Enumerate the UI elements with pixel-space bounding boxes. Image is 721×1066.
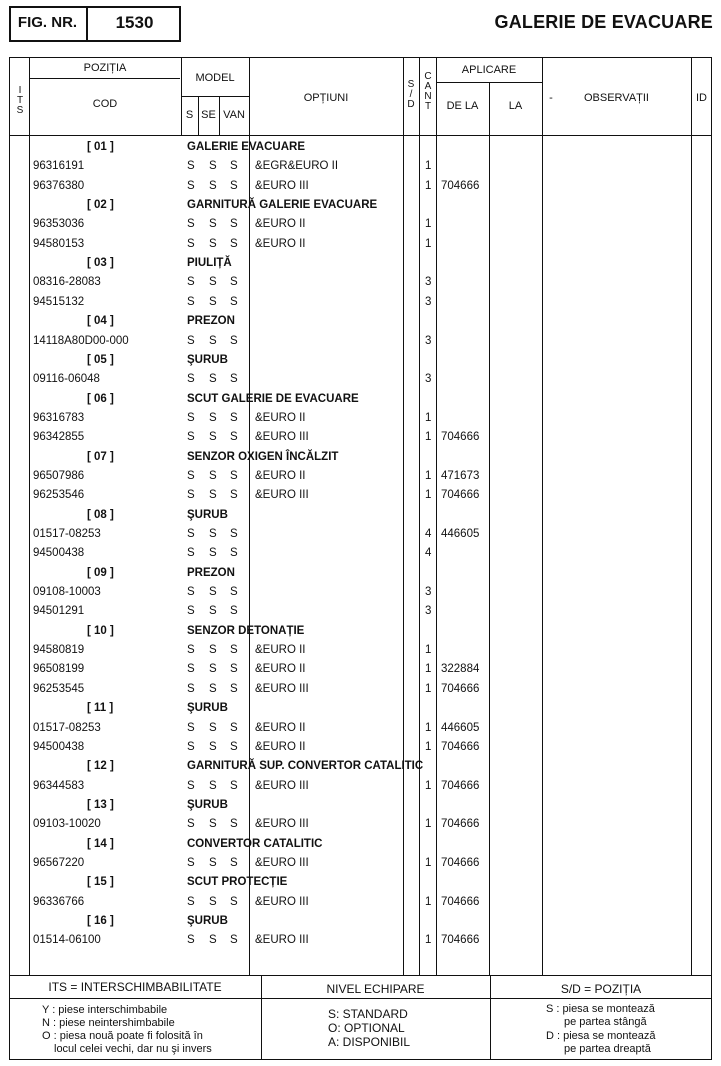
position-number: [ 06 ] — [87, 392, 114, 405]
quantity-cell: 1 — [425, 431, 432, 444]
quantity-cell: 1 — [425, 721, 432, 734]
part-row — [0, 719, 721, 738]
part-code: 96342855 — [33, 431, 85, 444]
part-code: 08316-28083 — [33, 276, 101, 289]
position-number: [ 10 ] — [87, 624, 114, 637]
model-van-cell: S — [230, 895, 238, 908]
position-row — [0, 312, 721, 331]
position-number: [ 01 ] — [87, 141, 114, 153]
options-cell: &EURO II — [255, 237, 306, 250]
model-s-cell: S — [187, 334, 195, 347]
part-row — [0, 332, 721, 351]
model-s-cell: S — [187, 682, 195, 695]
model-van-cell: S — [230, 644, 238, 657]
applies-from-cell: 446605 — [441, 721, 480, 734]
applies-from-cell: 322884 — [441, 663, 480, 676]
part-code: 96316191 — [33, 160, 85, 173]
quantity-cell: 1 — [425, 489, 432, 502]
part-code: 96353036 — [33, 218, 85, 231]
applies-from-cell: 704666 — [441, 779, 480, 792]
model-se-cell: S — [209, 237, 217, 250]
quantity-cell: 3 — [425, 586, 432, 599]
model-se-cell: S — [209, 160, 217, 173]
position-row — [0, 448, 721, 467]
model-s-cell: S — [187, 934, 195, 947]
quantity-cell: 1 — [425, 469, 432, 482]
part-row — [0, 467, 721, 486]
model-se-cell: S — [209, 740, 217, 753]
part-code: 09108-10003 — [33, 586, 101, 599]
quantity-cell: 1 — [425, 644, 432, 657]
part-code: 96316783 — [33, 411, 85, 424]
position-row — [0, 254, 721, 273]
applies-from-cell: 704666 — [441, 682, 480, 695]
quantity-cell: 1 — [425, 663, 432, 676]
part-code: 96253546 — [33, 489, 85, 502]
part-code: 96336766 — [33, 895, 85, 908]
part-row — [0, 680, 721, 699]
header-model: MODEL — [195, 72, 235, 84]
part-code: 96508199 — [33, 663, 85, 676]
quantity-cell: 1 — [425, 160, 432, 173]
header-model-s: S — [185, 109, 194, 121]
options-cell: &EURO II — [255, 218, 306, 231]
part-row — [0, 293, 721, 312]
header-dash: - — [549, 92, 553, 104]
model-van-cell: S — [230, 237, 238, 250]
position-row — [0, 351, 721, 370]
part-row — [0, 273, 721, 292]
options-cell: &EURO II — [255, 721, 306, 734]
position-row — [0, 138, 721, 157]
legend-sd-s-cont: pe partea stângă — [564, 1016, 647, 1028]
quantity-cell: 1 — [425, 895, 432, 908]
position-description: ŞURUB — [187, 353, 228, 366]
position-description: GARNITURĂ GALERIE EVACUARE — [187, 199, 378, 212]
part-row — [0, 815, 721, 834]
model-s-cell: S — [187, 721, 195, 734]
part-code: 94515132 — [33, 295, 85, 308]
applies-from-cell: 704666 — [441, 431, 480, 444]
position-description: ŞURUB — [187, 508, 228, 521]
model-s-cell: S — [187, 373, 195, 386]
position-row — [0, 835, 721, 854]
model-van-cell: S — [230, 528, 238, 540]
position-row — [0, 622, 721, 641]
model-s-cell: S — [187, 663, 195, 676]
quantity-cell: 3 — [425, 276, 432, 289]
position-row — [0, 564, 721, 583]
position-row — [0, 796, 721, 815]
applies-from-cell: 471673 — [441, 469, 480, 482]
position-number: [ 16 ] — [87, 915, 114, 927]
part-row — [0, 409, 721, 428]
model-se-cell: S — [209, 856, 217, 869]
quantity-cell: 3 — [425, 605, 432, 618]
model-se-cell: S — [209, 644, 217, 657]
part-row — [0, 215, 721, 234]
position-description: PREZON — [187, 566, 235, 579]
model-s-cell: S — [187, 586, 195, 599]
header-pozitia: POZIȚIA — [83, 62, 127, 74]
part-row — [0, 544, 721, 563]
part-row — [0, 235, 721, 254]
legend-sd-s: S : piesa se montează — [546, 1003, 655, 1015]
position-description: SENZOR DETONAȚIE — [187, 624, 305, 637]
position-description: SENZOR OXIGEN ÎNCĂLZIT — [187, 450, 339, 463]
model-s-cell: S — [187, 895, 195, 908]
part-row — [0, 738, 721, 757]
model-van-cell: S — [230, 334, 238, 347]
model-se-cell: S — [209, 682, 217, 695]
part-row — [0, 370, 721, 389]
model-s-cell: S — [187, 160, 195, 173]
model-se-cell: S — [209, 179, 217, 192]
model-s-cell: S — [187, 528, 195, 540]
legend-its-o-cont: locul celei vechi, dar nu şi invers — [54, 1043, 212, 1055]
header-model-se: SE — [201, 109, 216, 121]
header-aplicare: APLICARE — [461, 64, 517, 76]
part-code: 96253545 — [33, 682, 85, 695]
model-se-cell: S — [209, 334, 217, 347]
part-row — [0, 854, 721, 873]
part-code: 94501291 — [33, 605, 85, 618]
part-code: 09116-06048 — [33, 373, 100, 386]
model-van-cell: S — [230, 431, 238, 444]
header-de-la: DE LA — [446, 100, 479, 112]
header-its: I T S — [16, 85, 24, 116]
header-model-van: VAN — [223, 109, 245, 121]
model-s-cell: S — [187, 605, 195, 618]
quantity-cell: 1 — [425, 411, 432, 424]
quantity-cell: 3 — [425, 295, 432, 308]
model-s-cell: S — [187, 411, 195, 424]
applies-from-cell: 704666 — [441, 179, 480, 192]
figure-label: FIG. NR. — [9, 6, 88, 42]
options-cell: &EGR&EURO II — [255, 160, 339, 173]
part-row — [0, 428, 721, 447]
options-cell: &EURO III — [255, 682, 309, 695]
quantity-cell: 1 — [425, 682, 432, 695]
position-row — [0, 912, 721, 931]
position-number: [ 13 ] — [87, 798, 114, 811]
legend-nivel-o: O: OPTIONAL — [328, 1021, 405, 1035]
options-cell: &EURO II — [255, 411, 306, 424]
quantity-cell: 3 — [425, 373, 432, 386]
model-se-cell: S — [209, 469, 217, 482]
model-s-cell: S — [187, 237, 195, 250]
model-se-cell: S — [209, 295, 217, 308]
model-s-cell: S — [187, 489, 195, 502]
legend-its-o: O : piesa nouă poate fi folosită în — [42, 1030, 203, 1042]
part-row — [0, 583, 721, 602]
header-observatii: OBSERVAȚII — [583, 92, 649, 104]
position-row — [0, 506, 721, 525]
model-se-cell: S — [209, 818, 217, 831]
header-id: ID — [696, 92, 707, 104]
model-se-cell: S — [209, 779, 217, 792]
options-cell: &EURO III — [255, 179, 309, 192]
part-code: 09103-10020 — [33, 818, 101, 831]
position-number: [ 11 ] — [87, 702, 114, 715]
part-code: 94580819 — [33, 644, 85, 657]
position-number: [ 15 ] — [87, 876, 114, 889]
model-s-cell: S — [187, 276, 195, 289]
quantity-cell: 1 — [425, 779, 432, 792]
part-row — [0, 525, 721, 544]
part-code: 01514-06100 — [33, 934, 101, 947]
model-se-cell: S — [209, 605, 217, 618]
model-se-cell: S — [209, 528, 217, 540]
position-number: [ 12 ] — [87, 760, 114, 773]
model-s-cell: S — [187, 818, 195, 831]
model-s-cell: S — [187, 644, 195, 657]
position-description: SCUT PROTECȚIE — [187, 876, 288, 889]
model-se-cell: S — [209, 373, 217, 386]
legend-sd-d-cont: pe partea dreaptă — [564, 1043, 651, 1055]
part-row — [0, 486, 721, 505]
position-number: [ 07 ] — [87, 450, 114, 463]
model-s-cell: S — [187, 779, 195, 792]
options-cell: &EURO II — [255, 740, 306, 753]
model-van-cell: S — [230, 934, 238, 947]
options-cell: &EURO III — [255, 489, 309, 502]
model-van-cell: S — [230, 179, 238, 192]
model-s-cell: S — [187, 469, 195, 482]
quantity-cell: 4 — [425, 547, 432, 560]
position-description: GARNITURĂ SUP. CONVERTOR CATALITIC — [187, 760, 424, 773]
model-se-cell: S — [209, 276, 217, 289]
position-row — [0, 873, 721, 892]
model-se-cell: S — [209, 586, 217, 599]
part-code: 94580153 — [33, 237, 85, 250]
options-cell: &EURO III — [255, 934, 309, 947]
part-row — [0, 177, 721, 196]
quantity-cell: 1 — [425, 818, 432, 831]
part-code: 14118A80D00-000 — [33, 334, 129, 347]
model-van-cell: S — [230, 740, 238, 753]
position-number: [ 08 ] — [87, 508, 114, 521]
model-van-cell: S — [230, 295, 238, 308]
quantity-cell: 1 — [425, 179, 432, 192]
model-se-cell: S — [209, 411, 217, 424]
part-row — [0, 157, 721, 176]
applies-from-cell: 446605 — [441, 528, 480, 540]
options-cell: &EURO III — [255, 779, 309, 792]
position-description: PREZON — [187, 315, 235, 328]
model-van-cell: S — [230, 818, 238, 831]
model-van-cell: S — [230, 856, 238, 869]
part-code: 96344583 — [33, 779, 85, 792]
part-row — [0, 931, 721, 950]
quantity-cell: 1 — [425, 218, 432, 231]
position-number: [ 03 ] — [87, 257, 114, 270]
model-se-cell: S — [209, 489, 217, 502]
legend-its-n: N : piese neintershimbabile — [42, 1017, 175, 1029]
quantity-cell: 4 — [425, 528, 432, 540]
figure-number: 1530 — [115, 13, 154, 32]
model-van-cell: S — [230, 682, 238, 695]
options-cell: &EURO II — [255, 469, 306, 482]
header-la: LA — [508, 100, 523, 112]
quantity-cell: 1 — [425, 740, 432, 753]
options-cell: &EURO III — [255, 895, 309, 908]
model-van-cell: S — [230, 218, 238, 231]
quantity-cell: 1 — [425, 934, 432, 947]
part-code: 01517-08253 — [33, 721, 101, 734]
model-se-cell: S — [209, 431, 217, 444]
applies-from-cell: 704666 — [441, 895, 480, 908]
options-cell: &EURO II — [255, 663, 306, 676]
model-s-cell: S — [187, 218, 195, 231]
part-code: 94500438 — [33, 547, 85, 560]
position-description: ŞURUB — [187, 798, 228, 811]
position-row — [0, 390, 721, 409]
options-cell: &EURO II — [255, 644, 306, 657]
quantity-cell: 3 — [425, 334, 432, 347]
model-se-cell: S — [209, 934, 217, 947]
header-sd: S / D — [407, 79, 415, 110]
part-row — [0, 660, 721, 679]
part-code: 01517-08253 — [33, 528, 101, 540]
model-van-cell: S — [230, 663, 238, 676]
position-row — [0, 757, 721, 776]
part-code: 96507986 — [33, 469, 85, 482]
applies-from-cell: 704666 — [441, 934, 480, 947]
position-row — [0, 196, 721, 215]
model-van-cell: S — [230, 469, 238, 482]
part-row — [0, 641, 721, 660]
header-optiuni: OPȚIUNI — [303, 92, 349, 104]
model-van-cell: S — [230, 547, 238, 560]
position-number: [ 02 ] — [87, 199, 114, 212]
model-s-cell: S — [187, 295, 195, 308]
model-se-cell: S — [209, 663, 217, 676]
part-code: 96376380 — [33, 179, 85, 192]
position-description: PIULIȚĂ — [187, 257, 232, 270]
position-description: SCUT GALERIE DE EVACUARE — [187, 392, 359, 405]
position-number: [ 05 ] — [87, 353, 114, 366]
applies-from-cell: 704666 — [441, 818, 480, 831]
model-van-cell: S — [230, 489, 238, 502]
model-van-cell: S — [230, 373, 238, 386]
model-s-cell: S — [187, 547, 195, 560]
model-van-cell: S — [230, 605, 238, 618]
legend-nivel-s: S: STANDARD — [328, 1007, 408, 1021]
position-number: [ 14 ] — [87, 837, 114, 850]
position-description: ŞURUB — [187, 702, 228, 715]
position-description: GALERIE EVACUARE — [187, 141, 305, 153]
model-van-cell: S — [230, 586, 238, 599]
part-code: 94500438 — [33, 740, 85, 753]
model-van-cell: S — [230, 276, 238, 289]
position-number: [ 09 ] — [87, 566, 114, 579]
legend-sd-d: D : piesa se montează — [546, 1030, 656, 1042]
model-se-cell: S — [209, 547, 217, 560]
legend-its-title: ITS = INTERSCHIMBABILITATE — [48, 980, 222, 994]
applies-from-cell: 704666 — [441, 740, 480, 753]
part-row — [0, 602, 721, 621]
position-description: ŞURUB — [187, 915, 228, 927]
part-row — [0, 777, 721, 796]
model-s-cell: S — [187, 740, 195, 753]
quantity-cell: 1 — [425, 856, 432, 869]
part-code: 96567220 — [33, 856, 85, 869]
header-cod: COD — [92, 98, 118, 110]
model-s-cell: S — [187, 431, 195, 444]
legend-sd-title: S/D = POZIȚIA — [560, 982, 642, 996]
options-cell: &EURO III — [255, 818, 309, 831]
model-se-cell: S — [209, 721, 217, 734]
model-se-cell: S — [209, 218, 217, 231]
legend-its-y: Y : piese interschimbabile — [42, 1004, 168, 1016]
model-s-cell: S — [187, 179, 195, 192]
legend-nivel-a: A: DISPONIBIL — [328, 1035, 411, 1049]
position-row — [0, 699, 721, 718]
quantity-cell: 1 — [425, 237, 432, 250]
page-title: GALERIE DE EVACUARE — [494, 12, 713, 32]
options-cell: &EURO III — [255, 856, 309, 869]
position-description: CONVERTOR CATALITIC — [187, 837, 323, 850]
model-van-cell: S — [230, 721, 238, 734]
model-s-cell: S — [187, 856, 195, 869]
model-van-cell: S — [230, 160, 238, 173]
position-number: [ 04 ] — [87, 315, 114, 328]
options-cell: &EURO III — [255, 431, 309, 444]
header-cant: C A N T — [424, 71, 432, 112]
model-se-cell: S — [209, 895, 217, 908]
applies-from-cell: 704666 — [441, 489, 480, 502]
applies-from-cell: 704666 — [441, 856, 480, 869]
model-van-cell: S — [230, 411, 238, 424]
model-van-cell: S — [230, 779, 238, 792]
part-row — [0, 893, 721, 912]
legend-nivel-title: NIVEL ECHIPARE — [326, 982, 425, 996]
